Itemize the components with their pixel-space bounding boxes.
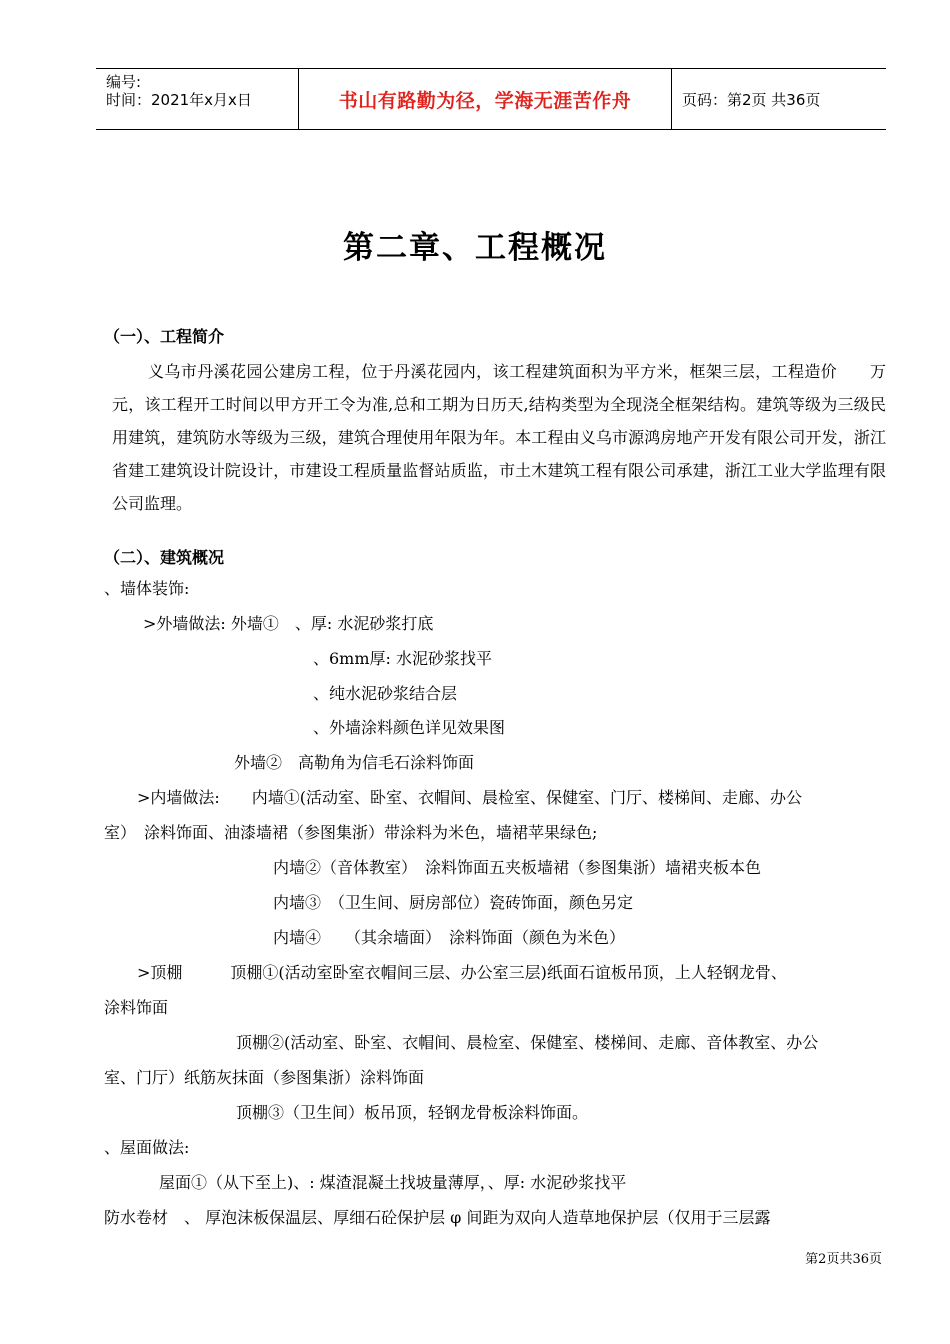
interior-wall-line: 内墙②（音体教室） 涂料饰面五夹板墙裙（参图集浙）墙裙夹板本色 [273,858,762,877]
header-page-info: 页码：第2页 共36页 [682,90,821,109]
section-heading-building: （二）、建筑概况 [104,548,225,567]
document-time-label: 时间：2021年x月x日 [106,91,252,109]
ceiling-line: >顶棚 顶棚①(活动室卧室衣帽间三层、办公室三层)纸面石谊板吊顶，上人轻钢龙骨、 [137,963,787,982]
chapter-title: 第二章、工程概况 [343,230,607,266]
exterior-wall-line: >外墙做法: 外墙① 、厚: 水泥砂浆打底 [143,614,434,633]
roof-heading: 、屋面做法: [104,1138,190,1157]
page-footer: 第2页共36页 [805,1252,882,1267]
interior-wall-line: 内墙④ （其余墙面） 涂料饰面（颜色为米色） [273,928,626,947]
page-header [96,68,886,130]
header-motto: 书山有路勤为径，学海无涯苦作舟 [338,89,632,112]
interior-wall-line: 室） 涂料饰面、油漆墙裙（参图集浙）带涂料为米色，墙裙苹果绿色; [104,823,598,842]
header-motto-cell [299,69,672,129]
interior-wall-line: >内墙做法: 内墙①(活动室、卧室、衣帽间、晨检室、保健室、门厅、楼梯间、走廊、办公 [137,788,803,807]
roof-line: 防水卷材 、 厚泡沫板保温层、厚细石砼保护层 φ 间距为双向人造草地保护层（仅用于三层露 [104,1208,771,1227]
header-page-cell [672,69,886,129]
wall-decoration-heading: 、墙体装饰: [104,579,190,598]
exterior-wall-line: 外墙② 高勒角为信毛石涂料饰面 [234,753,475,772]
header-meta-cell [96,69,299,129]
ceiling-line: 顶棚②(活动室、卧室、衣帽间、晨检室、保健室、楼梯间、走廊、音体教室、办公 [236,1033,819,1052]
exterior-wall-line: 、纯水泥砂浆结合层 [313,684,458,703]
exterior-wall-line: 、6mm厚: 水泥砂浆找平 [313,649,493,668]
ceiling-line: 室、门厅）纸筋灰抹面（参图集浙）涂料饰面 [104,1068,425,1087]
roof-line: 屋面①（从下至上)、: 煤渣混凝土找坡量薄厚，、厚: 水泥砂浆找平 [159,1173,627,1192]
section-heading-overview: （一）、工程简介 [104,327,225,346]
ceiling-line: 顶棚③（卫生间）板吊顶，轻钢龙骨板涂料饰面。 [236,1103,589,1122]
document-number-label: 编号: [106,73,142,91]
ceiling-line: 涂料饰面 [104,998,169,1017]
interior-wall-line: 内墙③ （卫生间、厨房部位）瓷砖饰面，颜色另定 [273,893,634,912]
exterior-wall-line: 、外墙涂料颜色详见效果图 [313,718,506,737]
project-overview-paragraph: 义乌市丹溪花园公建房工程，位于丹溪花园内，该工程建筑面积为平方米，框架三层，工程造价 万元，该工程开工时间以甲方开工令为准,总和工期为日历天,结构类型为全现浇全框架结构。建筑等级为三级民用建筑，建筑防水等级为三级，建筑合理使用年限为年。本工程由义乌市源鸿房地产开发有限公司开发，浙江省建工建筑设计院设计，市建设工程质量监督站质监，市土木建筑工程有限公司承建，浙江工业大学监理有限公司监理。 [112,362,886,513]
